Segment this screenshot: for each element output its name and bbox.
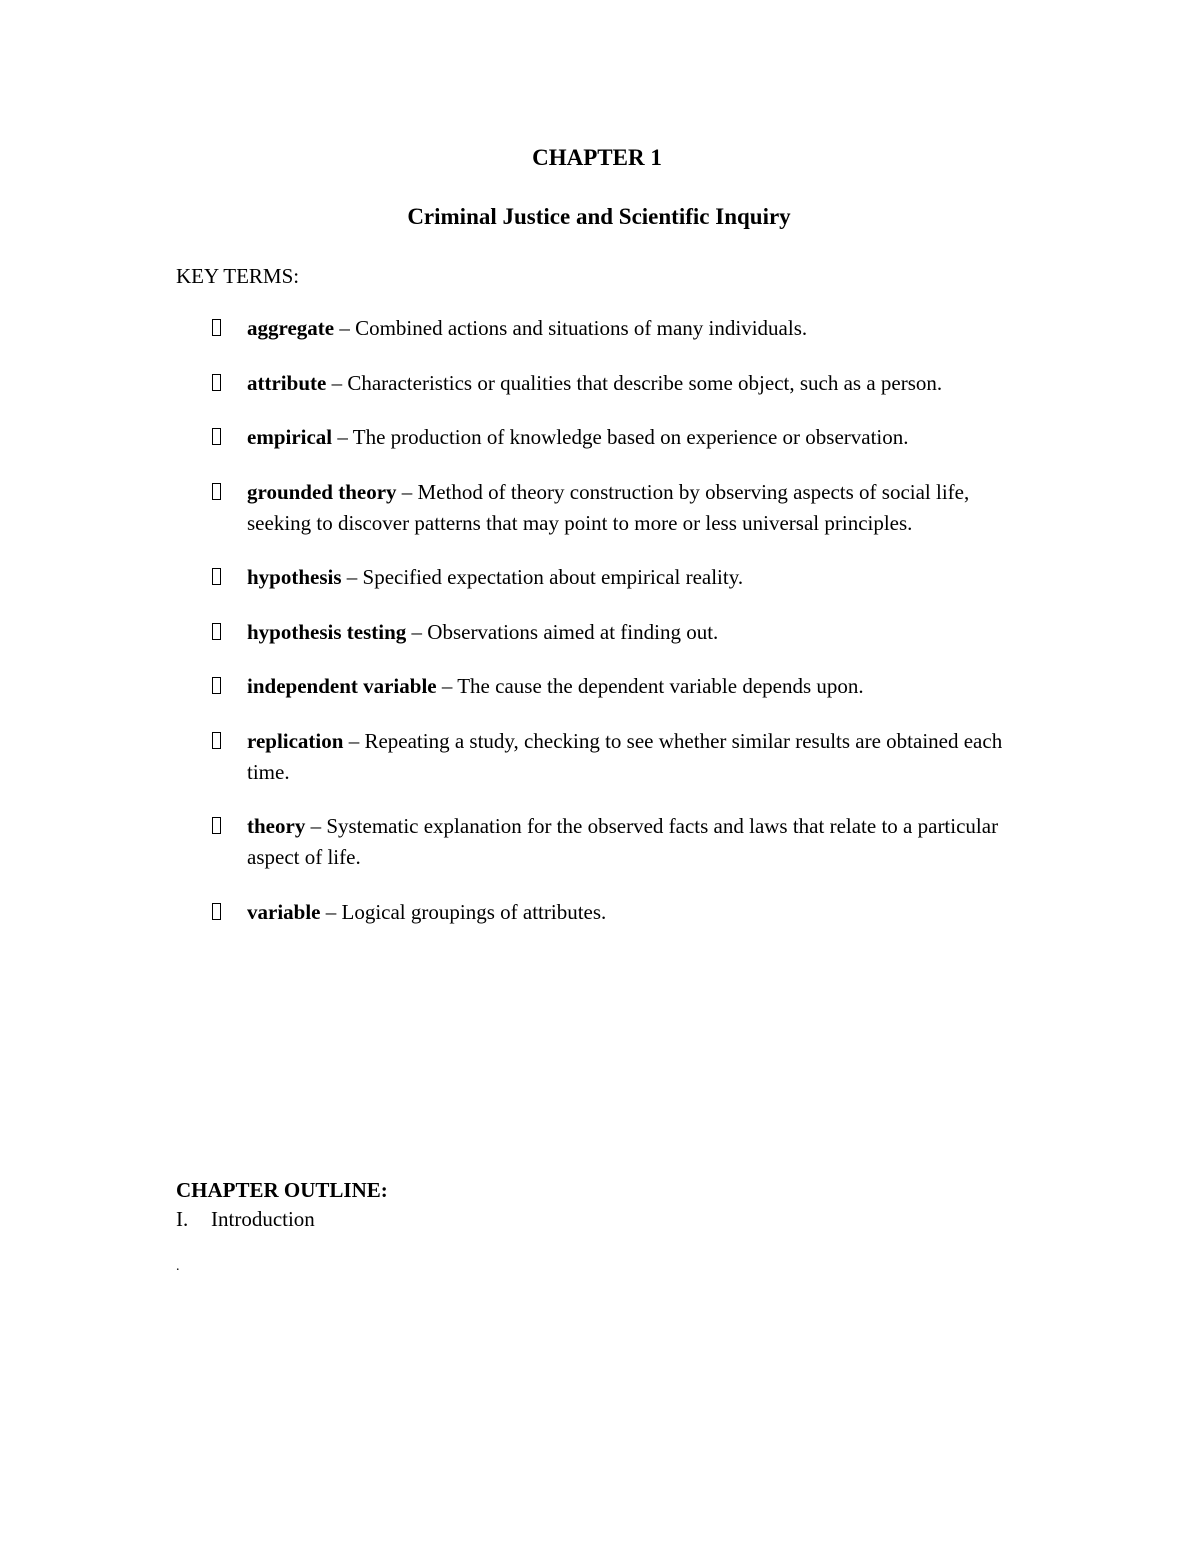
term-definition: – Characteristics or qualities that describe some object, such as a person.: [326, 370, 943, 395]
term-word: empirical: [247, 425, 333, 449]
term-word: variable: [247, 899, 321, 924]
term-definition: – Combined actions and situations of many individuals.: [334, 316, 808, 340]
chapter-title: Criminal Justice and Scientific Inquiry: [407, 204, 791, 229]
term-definition: – Observations aimed at finding out.: [406, 619, 719, 644]
term-definition: – Repeating a study, checking to see whether similar results are obtained each time.: [247, 728, 1003, 784]
term-item-independent-variable: [0, 671, 1027, 702]
chapter-outline-heading: CHAPTER OUTLINE:: [176, 1178, 388, 1202]
term-definition: – The production of knowledge based on experience or observation.: [332, 425, 909, 449]
outline-numeral: I.: [176, 1207, 189, 1231]
missing-glyph-icon: [212, 428, 221, 445]
chapter-number: CHAPTER 1: [532, 145, 662, 170]
term-definition: – Specified expectation about empirical reality.: [341, 565, 744, 589]
term-item-grounded-theory: [0, 477, 1027, 539]
term-item-aggregate: [0, 313, 1027, 344]
term-definition: – Method of theory construction by observing aspects of social life, seeking to discover patterns that may point to more or less universal principles.: [247, 479, 970, 535]
missing-glyph-icon: [212, 319, 221, 336]
term-definition: – Logical groupings of attributes.: [320, 899, 607, 924]
term-definition: – The cause the dependent variable depends upon.: [436, 674, 864, 698]
term-item-theory: [0, 811, 1027, 873]
outline-text: Introduction: [211, 1207, 315, 1231]
term-item-hypothesis: [0, 562, 1027, 593]
term-word: attribute: [247, 370, 327, 395]
term-word: replication: [247, 728, 344, 753]
outline-item-introduction: [176, 1205, 315, 1233]
term-item-attribute: [0, 368, 1027, 399]
term-word: grounded theory: [247, 479, 397, 504]
term-item-variable: [0, 897, 1027, 928]
key-terms-list: [0, 313, 1200, 951]
missing-glyph-icon: [212, 732, 221, 749]
missing-glyph-icon: [212, 374, 221, 391]
missing-glyph-icon: [212, 483, 221, 500]
term-item-hypothesis-testing: [0, 617, 1027, 648]
term-item-empirical: [0, 422, 1027, 453]
term-item-replication: [0, 726, 1027, 788]
term-word: hypothesis: [247, 565, 342, 589]
key-terms-heading: KEY TERMS:: [176, 264, 300, 288]
missing-glyph-icon: [212, 568, 221, 585]
missing-glyph-icon: [212, 817, 221, 834]
missing-glyph-icon: [212, 677, 221, 694]
term-definition: – Systematic explanation for the observed facts and laws that relate to a particular aspect of life.: [247, 814, 999, 869]
term-word: theory: [247, 814, 306, 838]
missing-glyph-icon: [212, 623, 221, 640]
term-word: aggregate: [247, 316, 335, 340]
trailing-mark: .: [176, 1259, 180, 1274]
term-word: hypothesis testing: [247, 619, 407, 644]
term-word: independent variable: [247, 674, 437, 698]
missing-glyph-icon: [212, 903, 221, 920]
